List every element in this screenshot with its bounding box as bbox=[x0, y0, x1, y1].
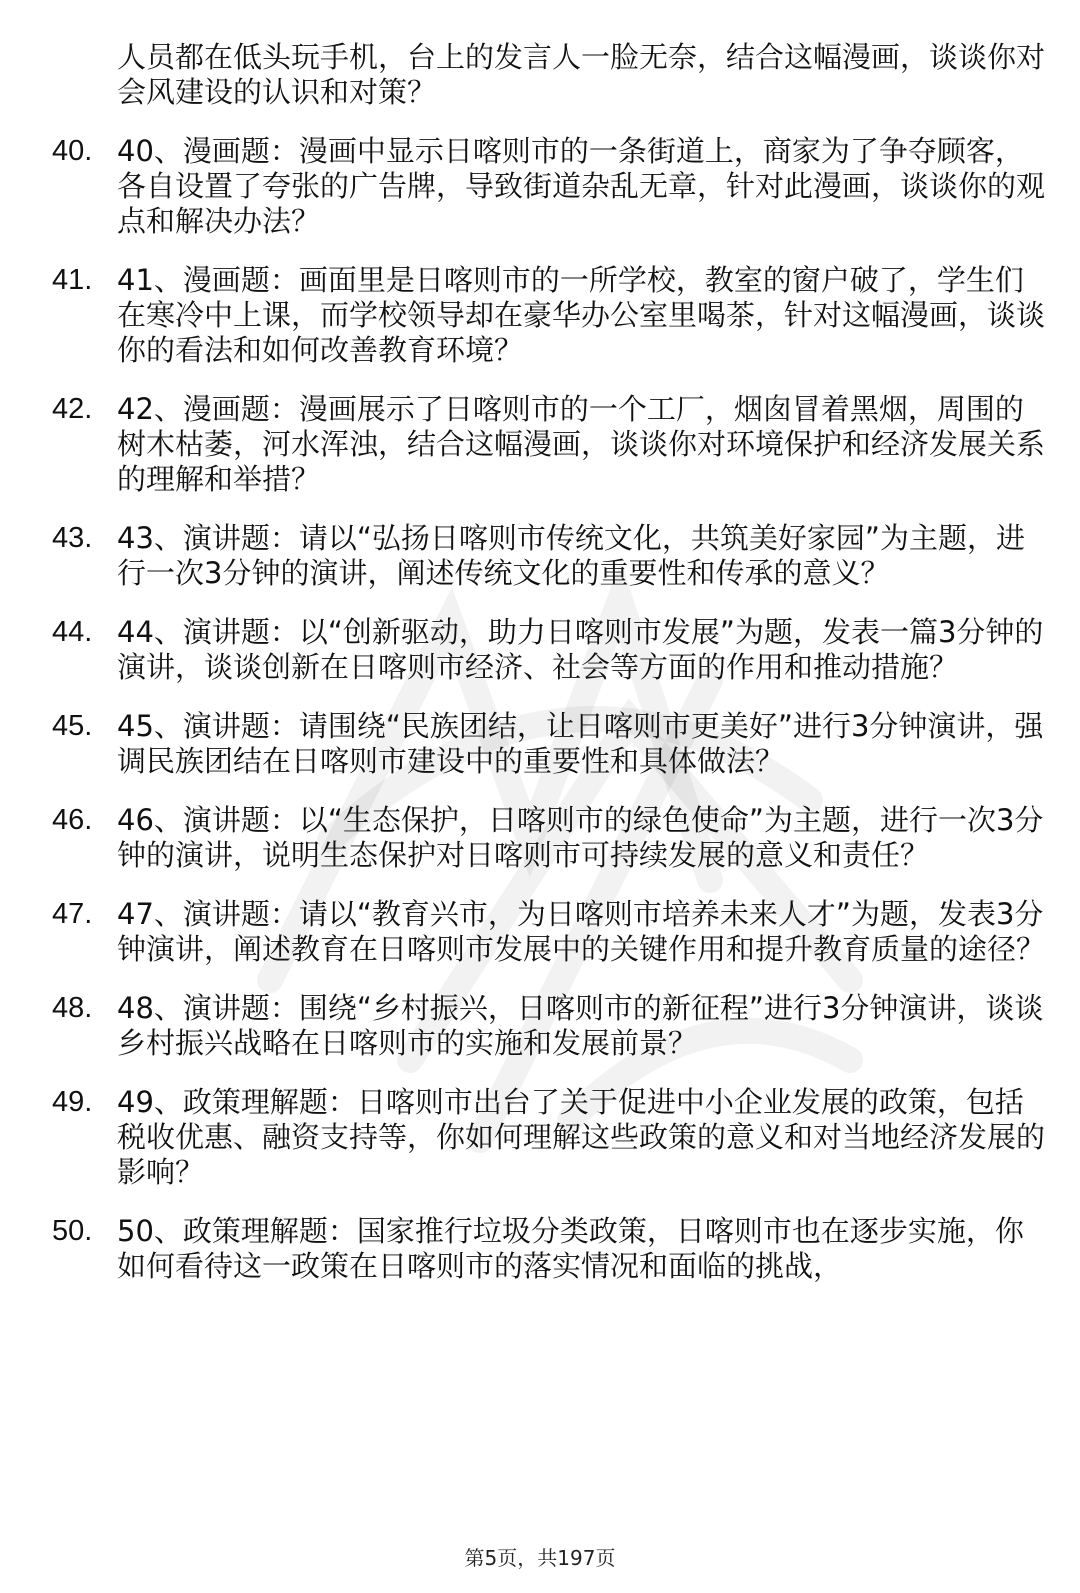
question-text: 49、政策理解题：日喀则市出台了关于促进中小企业发展的政策，包括税收优惠、融资支持等，你如何理解这些政策的意义和对当地经济发展的影响？ bbox=[117, 1085, 1046, 1189]
question-number: 41. bbox=[52, 264, 93, 296]
question-text: 40、漫画题：漫画中显示日喀则市的一条街道上，商家为了争夺顾客，各自设置了夸张的广告牌，导致街道杂乱无章，针对此漫画，谈谈你的观点和解决办法？ bbox=[117, 134, 1046, 238]
question-number: 49. bbox=[52, 1086, 93, 1118]
question-number: 40. bbox=[52, 135, 93, 167]
question-item bbox=[0, 1085, 1080, 1190]
question-text: 48、演讲题：围绕“乡村振兴，日喀则市的新征程”进行3分钟演讲，谈谈乡村振兴战略在日喀则市的实施和发展前景？ bbox=[117, 991, 1044, 1060]
question-number: 48. bbox=[52, 992, 93, 1024]
question-item bbox=[0, 897, 1080, 967]
question-text: 44、演讲题：以“创新驱动，助力日喀则市发展”为题，发表一篇3分钟的演讲，谈谈创新在日喀则市经济、社会等方面的作用和推动措施？ bbox=[117, 615, 1044, 684]
question-number: 43. bbox=[52, 522, 93, 554]
question-number: 50. bbox=[52, 1215, 93, 1247]
question-item bbox=[0, 263, 1080, 368]
question-number: 42. bbox=[52, 393, 93, 425]
question-number: 44. bbox=[52, 616, 93, 648]
question-text: 43、演讲题：请以“弘扬日喀则市传统文化，共筑美好家园”为主题，进行一次3分钟的演讲，阐述传统文化的重要性和传承的意义？ bbox=[117, 521, 1025, 590]
question-item bbox=[0, 615, 1080, 685]
question-number: 46. bbox=[52, 804, 93, 836]
question-item bbox=[0, 709, 1080, 779]
question-text: 45、演讲题：请围绕“民族团结，让日喀则市更美好”进行3分钟演讲，强调民族团结在日喀则市建设中的重要性和具体做法？ bbox=[117, 709, 1044, 778]
question-item bbox=[0, 392, 1080, 497]
question-item bbox=[0, 803, 1080, 873]
page-footer: 第5页，共197页 bbox=[464, 1546, 616, 1570]
question-text: 46、演讲题：以“生态保护，日喀则市的绿色使命”为主题，进行一次3分钟的演讲，说明生态保护对日喀则市可持续发展的意义和责任？ bbox=[117, 803, 1044, 872]
question-list bbox=[0, 134, 1080, 1284]
question-item bbox=[0, 1214, 1080, 1284]
question-item bbox=[0, 991, 1080, 1061]
question-number: 47. bbox=[52, 898, 93, 930]
question-text: 50、政策理解题：国家推行垃圾分类政策，日喀则市也在逐步实施，你如何看待这一政策在日喀则市的落实情况和面临的挑战， bbox=[117, 1214, 1024, 1283]
question-text: 42、漫画题：漫画展示了日喀则市的一个工厂，烟囱冒着黑烟，周围的树木枯萎，河水浑浊，结合这幅漫画，谈谈你对环境保护和经济发展关系的理解和举措？ bbox=[117, 392, 1046, 496]
question-text: 41、漫画题：画面里是日喀则市的一所学校，教室的窗户破了，学生们在寒冷中上课，而学校领导却在豪华办公室里喝茶，针对这幅漫画，谈谈你的看法和如何改善教育环境？ bbox=[117, 263, 1046, 367]
document-body bbox=[0, 40, 1080, 1308]
continuation-text: 人员都在低头玩手机，台上的发言人一脸无奈，结合这幅漫画，谈谈你对会风建设的认识和对策？ bbox=[117, 40, 1046, 109]
question-item bbox=[0, 521, 1080, 591]
question-text: 47、演讲题：请以“教育兴市，为日喀则市培养未来人才”为题，发表3分钟演讲，阐述教育在日喀则市发展中的关键作用和提升教育质量的途径？ bbox=[117, 897, 1046, 966]
question-number: 45. bbox=[52, 710, 93, 742]
question-item bbox=[0, 134, 1080, 239]
